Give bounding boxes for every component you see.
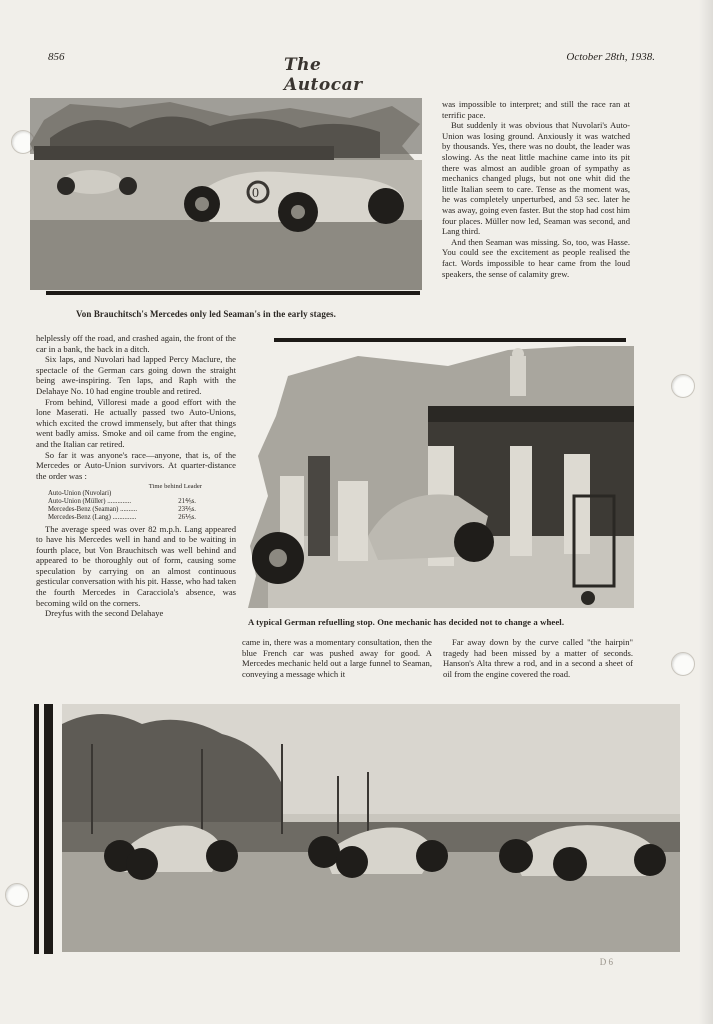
- mechanic-on-ladder: [510, 348, 526, 396]
- middle-photo-rule: [274, 338, 626, 342]
- paragraph: From behind, Villoresi made a good effort with the lone Maserati. He actually passed two Auto-Unions, which excited the crowd immensely, but after that things went badly amiss. Smoke and oil came from the engine, and the Italian car retired.: [36, 396, 236, 449]
- punch-hole-right-lower: [671, 652, 695, 676]
- order-entry: Mercedes-Benz (Lang) ..............: [48, 513, 137, 521]
- top-photo-caption: Von Brauchitsch's Mercedes only led Seaman's in the early stages.: [76, 309, 336, 319]
- page-number: 856: [48, 51, 65, 63]
- faint-page-mark: D 6: [599, 957, 613, 967]
- top-photo-rule: [46, 291, 420, 295]
- bottom-photo-side-rule-outer: [34, 704, 39, 954]
- paragraph: was impossible to interpret; and still the race ran at terrific pace.: [442, 99, 630, 120]
- punch-hole-bottom-left: [5, 883, 29, 907]
- photo-refuelling-stop: [248, 346, 634, 608]
- punch-hole-right-upper: [671, 374, 695, 398]
- order-row: [36, 490, 236, 498]
- text-column-right-top: [442, 99, 630, 321]
- order-row: [36, 498, 236, 506]
- order-gap: 23⅖s.: [178, 505, 196, 513]
- paragraph: came in, there was a momentary consultation, then the blue French car was pushed away for good. A Mercedes mechanic held out a large funnel to Seaman, conveying a message which it: [242, 637, 432, 679]
- photo-bottom-race-cars: [62, 704, 680, 952]
- text-column-bottom-right: [443, 637, 633, 691]
- issue-date: October 28th, 1938.: [566, 51, 655, 63]
- paragraph: The average speed was over 82 m.p.h. Lang appeared to have his Mercedes well in hand and to be waiting in fourth place, but Von Brauchitsch was well behind and appeared to be thoroughly out of form, causing some speculation by carrying on an almost continuous gesticular conversation with his pit. Hasse, who had taken the fourth Mercedes in Caracciola's absence, was becoming wild on the corners.: [36, 523, 236, 608]
- paragraph: Far away down by the curve called "the hairpin" tragedy had been missed by a matter of seconds. Hanson's Alta threw a rod, and in a second a sheet of oil from the engine covered the road.: [443, 637, 633, 679]
- middle-photo-caption: A typical German refuelling stop. One mechanic has decided not to change a wheel.: [248, 617, 565, 627]
- paragraph: But suddenly it was obvious that Nuvolari's Auto-Union was losing ground. Anxiously it was watched by thousands. Yes, there was no doubt, the leader was slowing. As the neat little machine came into its pit there was almost an audible groan of sympathy as mechanics changed plugs, but not one whit did the little Italian seem to care. Tense as the moment was, he was completely unperturbed, and 53 sec. later he was away, going even faster. But the stop had cost him four places. Müller now led, Seaman was second, and Lang third.: [442, 120, 630, 237]
- order-table-header: Time behind Leader: [148, 483, 202, 491]
- bottom-photo-side-rule-inner: [44, 704, 53, 954]
- order-entry: Auto-Union (Nuvolari): [48, 490, 112, 498]
- paragraph: Dreyfus with the second Delahaye: [45, 608, 164, 619]
- paragraph: Six laps, and Nuvolari had lapped Percy Maclure, the spectacle of the German cars going down the straight being awe-inspiring. Ten laps, and Raph with the Delahaye No. 10 had engine trouble and retired.: [36, 354, 236, 396]
- paragraph: helplessly off the road, and crashed again, the front of the car in a bank, the back in a ditch.: [36, 333, 236, 354]
- crowd: [34, 146, 334, 160]
- order-row: [36, 506, 236, 514]
- order-gap: 26⅕s.: [178, 513, 196, 521]
- race-order-table: [36, 483, 236, 521]
- order-entry: Mercedes-Benz (Seaman) ..........: [48, 505, 138, 513]
- order-row: [36, 514, 236, 522]
- car-number: 0: [252, 186, 259, 201]
- order-entry: Auto-Union (Müller) ..............: [48, 498, 132, 506]
- text-column-left: [36, 333, 236, 691]
- photo-top-race-cars: [30, 98, 422, 290]
- text-column-bottom-middle: [242, 637, 432, 691]
- order-gap: 21⅘s.: [178, 498, 196, 506]
- magazine-logo: The Autocar: [284, 55, 363, 95]
- paragraph: And then Seaman was missing. So, too, was Hasse. You could see the excitement as people realised the fact. Words impossible to hear came from the loud speakers, the sense of calamity grew.: [442, 236, 630, 279]
- paragraph: So far it was anyone's race—anyone, that is, of the Mercedes or Auto-Union survivors. At quarter-distance the order was :: [36, 449, 236, 481]
